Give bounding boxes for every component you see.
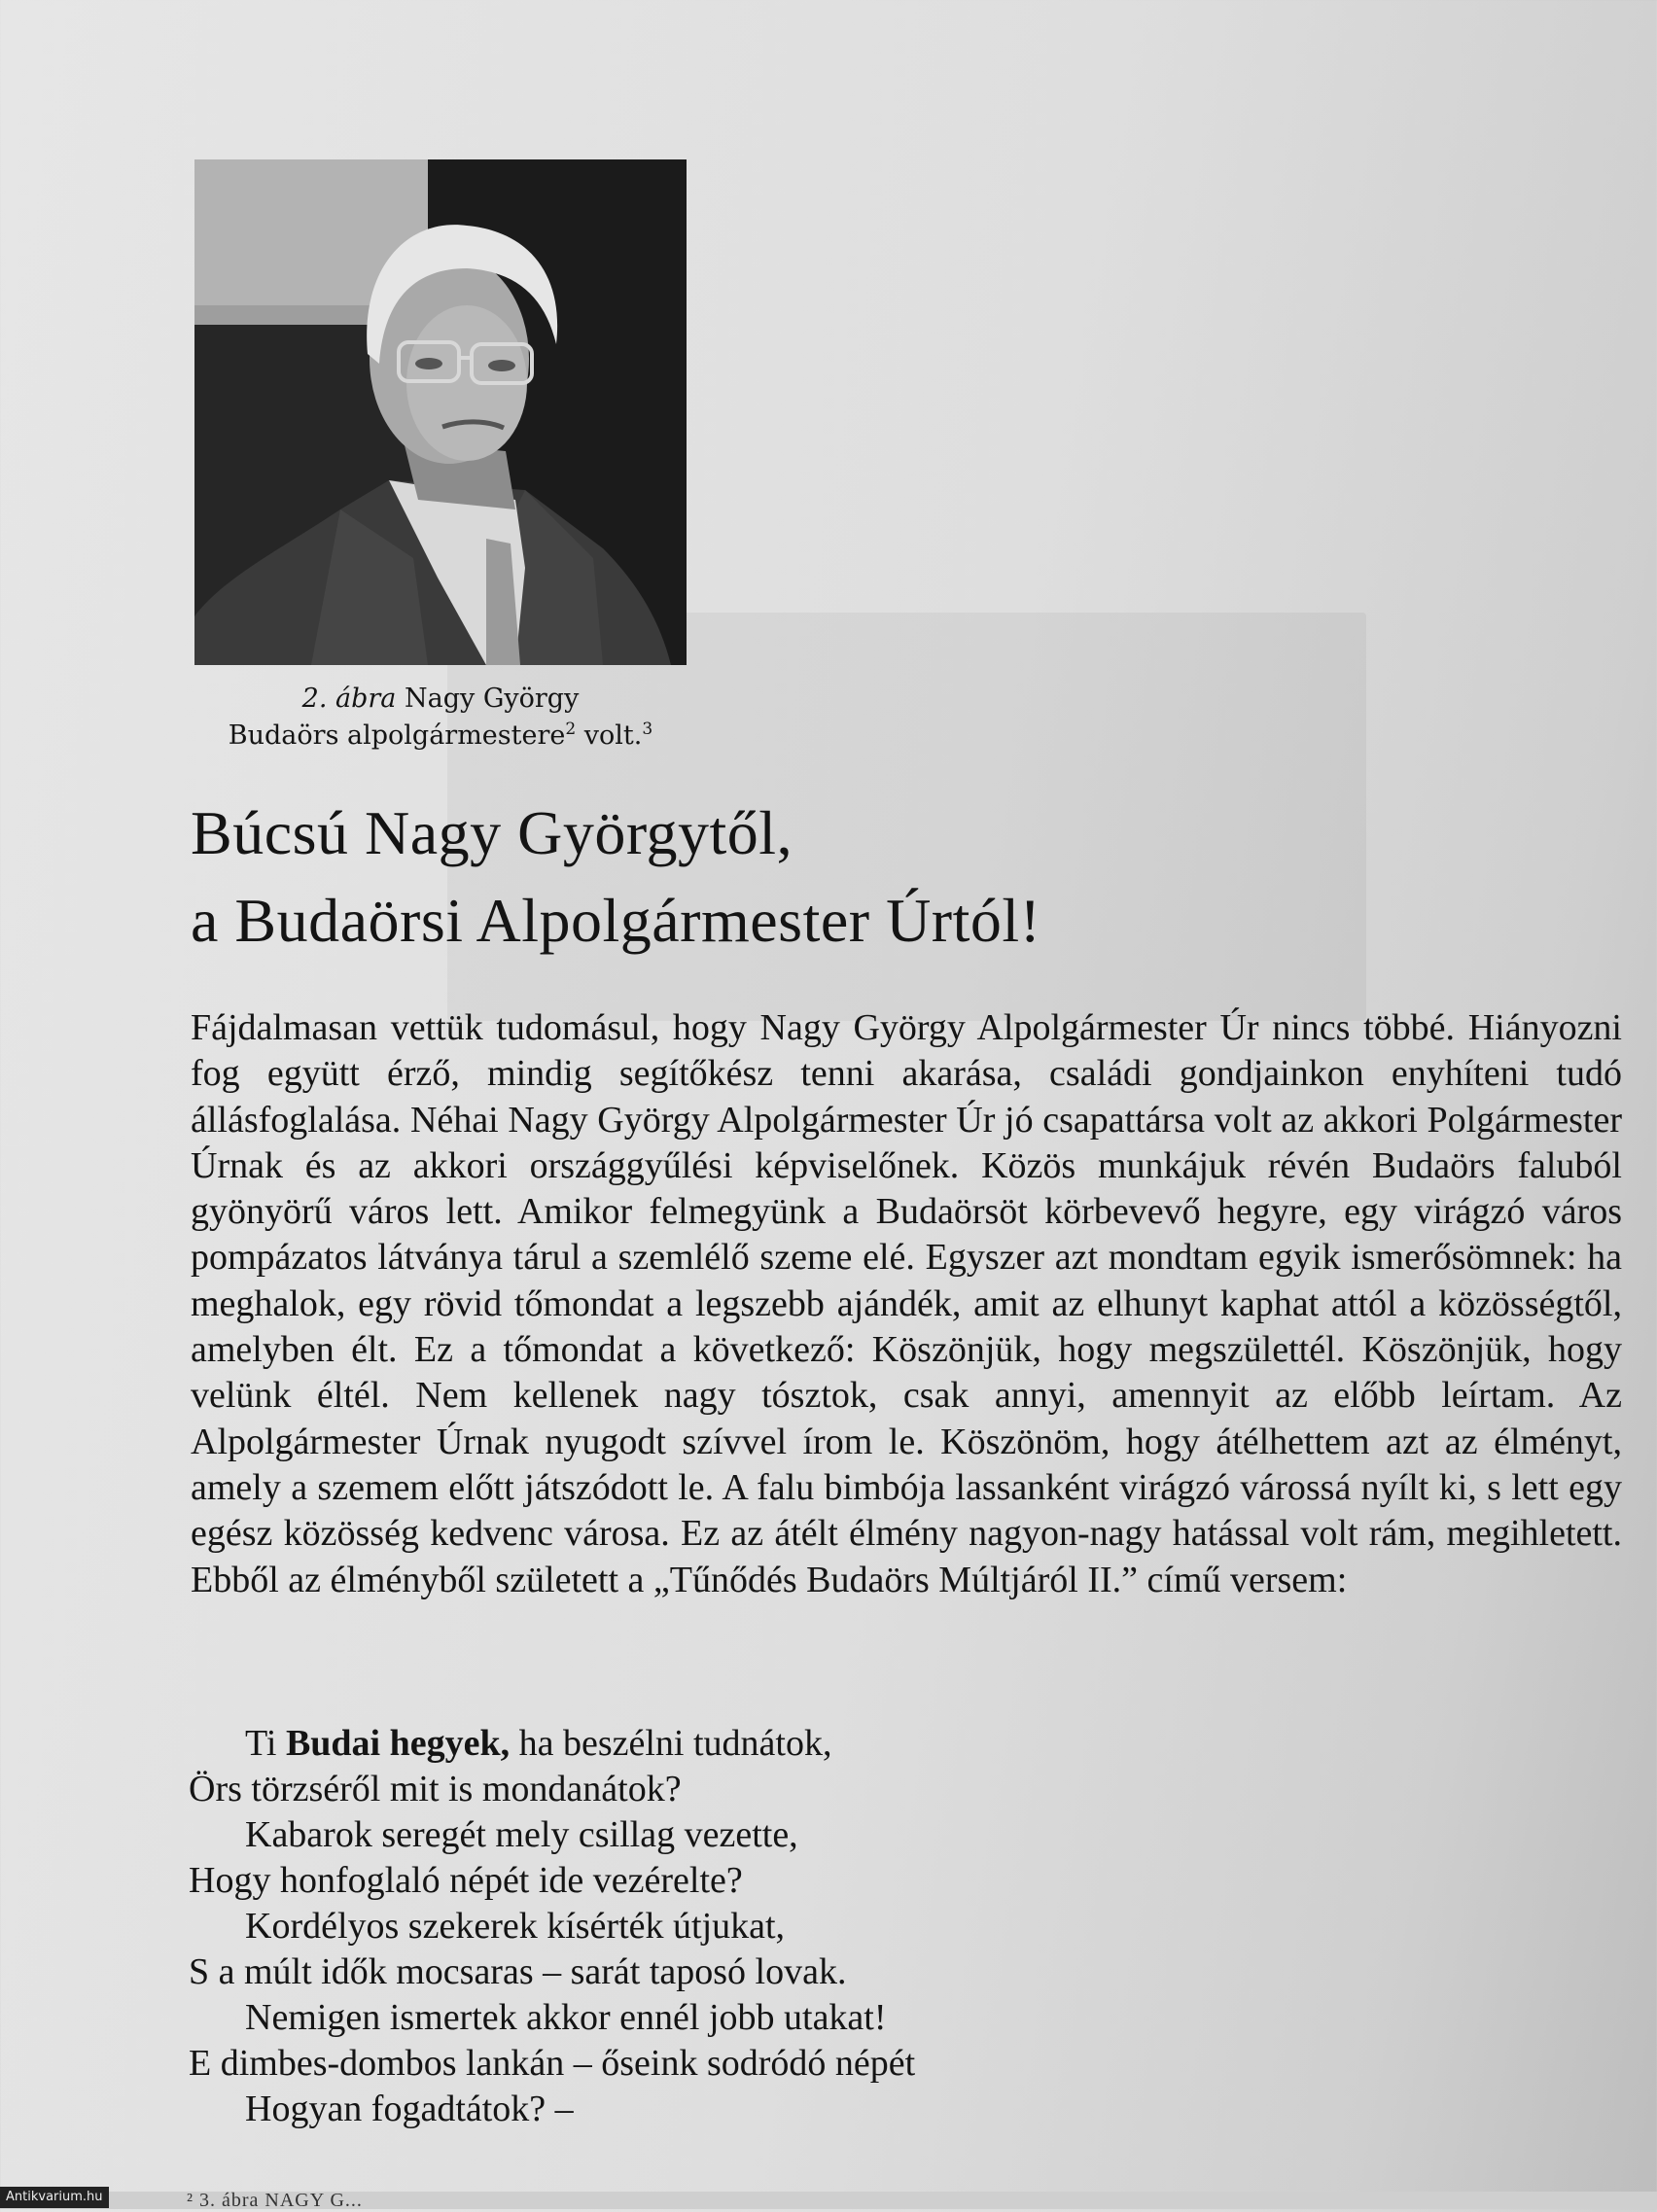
poem-line-1-bold: Budai hegyek,: [285, 1723, 511, 1764]
poem-line-1-post: ha beszélni tudnátok,: [510, 1723, 832, 1764]
poem-line-1-pre: Ti: [245, 1723, 286, 1764]
watermark: Antikvarium.hu: [0, 2187, 109, 2208]
caption-line2-a: Budaörs alpolgármestere: [228, 720, 566, 751]
caption-line2-b: volt.: [576, 720, 643, 751]
title-line-2: a Budaörsi Alpolgármester Úrtól!: [191, 886, 1041, 955]
poem-line-1: [189, 1721, 1258, 1767]
poem-line-7: Nemigen ismertek akkor ennél jobb utakat!: [245, 1997, 887, 2038]
figure-caption: [194, 681, 687, 755]
footnote-cut-text: ² 3. ábra NAGY G...: [187, 2190, 363, 2211]
caption-name: Nagy György: [396, 684, 580, 714]
footnote-ref-3[interactable]: 3: [642, 720, 653, 739]
poem-line-8: E dimbes-dombos lankán – őseink sodródó népét: [189, 2043, 916, 2084]
poem-line-5: Kordélyos szekerek kísérték útjukat,: [245, 1906, 786, 1947]
caption-line-1: [194, 681, 687, 718]
poem: [189, 1721, 1258, 2132]
title-line-1: Búcsú Nagy Györgytől,: [191, 798, 793, 867]
poem-line-2: Örs törzséről mit is mondanátok?: [189, 1769, 682, 1809]
caption-label: 2. ábra: [301, 684, 397, 714]
portrait-photo: [194, 159, 687, 665]
poem-line-4: Hogy honfoglaló népét ide vezérelte?: [189, 1860, 743, 1901]
article-title: [191, 790, 1455, 965]
caption-line-2: [194, 718, 687, 755]
body-paragraph: Fájdalmasan vettük tudomásul, hogy Nagy György Alpolgármester Úr nincs többé. Hiányozni fog együtt érző, mindig segítőkész tenni akarása, családi gondjainkon enyhíteni tudó állásfoglalása. Néhai Nagy György Alpolgármester Úr jó csapattársa volt az akkori Polgármester Úrnak és az akkori országgyűlési képviselőnek. Közös munkájuk révén Budaörs faluból gyönyörű város lett. Amikor felmegyünk a Budaörsöt körbevevő hegyre, egy virágzó város pompázatos látványa tárul a szemlélő szeme elé. Egyszer azt mondtam egyik ismerősömnek: ha meghalok, egy rövid tőmondat a legszebb ajándék, amit az elhunyt kaphat attól a közösségtől, amelyben élt. Ez a tőmondat a következő: Köszönjük, hogy megszülettél. Köszönjük, hogy velünk éltél. Nem kellenek nagy tósztok, csak annyi, amennyit az előbb leírtam. Az Alpolgármester Úrnak nyugodt szívvel írom le. Köszönöm, hogy átélhettem azt az élményt, amely a szemem előtt játszódott le. A falu bimbója lassanként virágzó várossá nyílt ki, s lett egy egész közösség kedvenc városa. Ez az átélt élmény nagyon-nagy hatással volt rám, megihletett. Ebből az élményből született a „Tűnődés Budaörs Múltjáról II.” című versem:: [191, 1007, 1622, 1600]
poem-line-9: Hogyan fogadtátok? –: [245, 2089, 574, 2129]
poem-line-3: Kabarok seregét mely csillag vezette,: [245, 1814, 798, 1855]
footnote-ref-2[interactable]: 2: [565, 720, 577, 739]
poem-line-6: S a múlt idők mocsaras – sarát taposó lovak.: [189, 1951, 847, 1992]
